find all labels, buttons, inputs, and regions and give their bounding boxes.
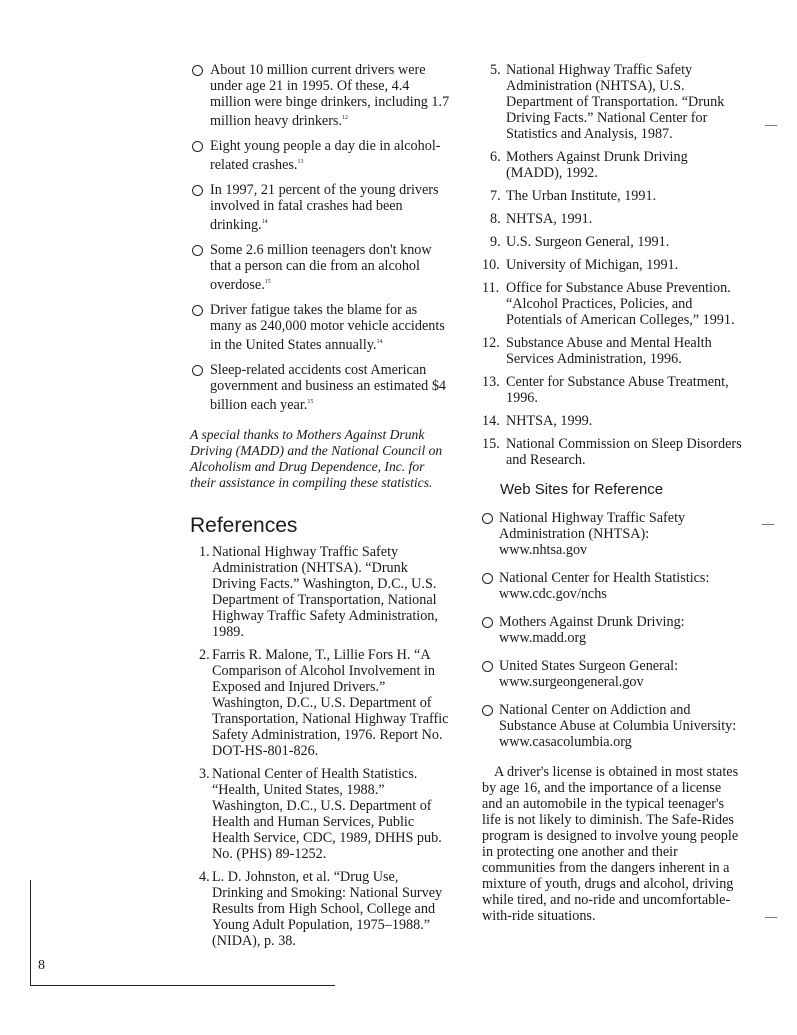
- website-name: National Center for Health Statistics:: [499, 570, 710, 586]
- reference-number: 11.: [482, 280, 500, 296]
- stat-text: Sleep-related accidents cost American government and business an estimated $4 billion each year.: [210, 362, 447, 413]
- left-column: [190, 62, 450, 956]
- footnote-ref: 13: [297, 159, 304, 165]
- reference-number: 3.: [199, 766, 210, 782]
- reference-text: University of Michigan, 1991.: [506, 257, 679, 273]
- website-url[interactable]: www.surgeongeneral.gov: [499, 674, 644, 690]
- reference-text: U.S. Surgeon General, 1991.: [506, 234, 670, 250]
- stat-item: [190, 138, 450, 173]
- reference-item: [482, 374, 744, 406]
- reference-text: Farris R. Malone, T., Lillie Fors H. “A Comparison of Alcohol Involvement in Exposed and Injured Drivers.” Washington, D.C., U.S. Department of Transportation, National Highway Traffic Safety Administration, 1976. Report No. DOT-HS-801-826.: [212, 647, 449, 759]
- reference-item: [190, 766, 450, 862]
- margin-tick-mark: [765, 125, 777, 126]
- reference-number: 15.: [482, 436, 500, 452]
- websites-heading: Web Sites for Reference: [500, 481, 664, 498]
- circle-bullet-icon: [482, 617, 493, 628]
- website-name: Mothers Against Drunk Driving:: [499, 614, 685, 630]
- reference-text: National Center of Health Statistics. “Health, United States, 1988.” Washington, D.C., U.S. Department of Health and Human Services, Public Health Service, CDC, 1989, DHHS pub. No. (PHS) 89-1252.: [212, 766, 442, 862]
- reference-item: [482, 335, 744, 367]
- website-url[interactable]: www.cdc.gov/nchs: [499, 586, 607, 602]
- page-corner-vertical-rule: [30, 880, 31, 986]
- reference-number: 9.: [490, 234, 501, 250]
- website-name: United States Surgeon General:: [499, 658, 679, 674]
- stat-item: [190, 302, 450, 353]
- reference-item: [190, 647, 450, 759]
- stat-item: [190, 182, 450, 233]
- circle-bullet-icon: [192, 65, 203, 76]
- circle-bullet-icon: [482, 513, 493, 524]
- reference-text: Substance Abuse and Mental Health Services Administration, 1996.: [506, 335, 712, 367]
- reference-item: [482, 188, 744, 204]
- reference-text: The Urban Institute, 1991.: [506, 188, 657, 204]
- footnote-ref: 15: [264, 279, 271, 285]
- reference-number: 5.: [490, 62, 501, 78]
- reference-item: [482, 62, 744, 142]
- margin-tick-mark: [765, 917, 777, 918]
- website-name: National Center on Addiction and Substance Abuse at Columbia University:: [499, 702, 737, 734]
- reference-item: [190, 869, 450, 949]
- reference-number: 14.: [482, 413, 500, 429]
- reference-item: [482, 413, 744, 429]
- stat-text: In 1997, 21 percent of the young drivers involved in fatal crashes had been drinking.: [210, 182, 439, 233]
- circle-bullet-icon: [192, 141, 203, 152]
- website-item: [482, 510, 744, 558]
- reference-text: Mothers Against Drunk Driving (MADD), 1992.: [506, 149, 688, 181]
- reference-text: Center for Substance Abuse Treatment, 1996.: [506, 374, 729, 406]
- reference-number: 13.: [482, 374, 500, 390]
- reference-number: 8.: [490, 211, 501, 227]
- circle-bullet-icon: [482, 661, 493, 672]
- footnote-ref: 12: [342, 115, 348, 121]
- website-item: [482, 658, 744, 690]
- stat-text: About 10 million current drivers were under age 21 in 1995. Of these, 4.4 million were binge drinkers, including 1.7 million heavy drinkers.: [210, 62, 450, 129]
- reference-item: [482, 436, 744, 468]
- circle-bullet-icon: [192, 365, 203, 376]
- reference-number: 12.: [482, 335, 500, 351]
- reference-text: National Highway Traffic Safety Administration (NHTSA), U.S. Department of Transportation. “Drunk Driving Facts.” National Center for Statistics and Analysis, 1987.: [506, 62, 725, 142]
- stat-item: [190, 62, 450, 129]
- reference-text: National Highway Traffic Safety Administration (NHTSA). “Drunk Driving Facts.” Washington, D.C., U.S. Department of Transportation, National Highway Traffic Safety Administration, 1989.: [212, 544, 438, 640]
- footnote-ref: 14: [376, 339, 383, 345]
- website-url[interactable]: www.nhtsa.gov: [499, 542, 588, 558]
- reference-number: 10.: [482, 257, 500, 273]
- reference-item: [482, 280, 744, 328]
- reference-number: 1.: [199, 544, 210, 560]
- reference-text: L. D. Johnston, et al. “Drug Use, Drinking and Smoking: National Survey Results from High School, College and Young Adult Population, 1975–1988.” (NIDA), p. 38.: [212, 869, 443, 949]
- website-name: National Highway Traffic Safety Administration (NHTSA):: [499, 510, 686, 542]
- website-item: [482, 614, 744, 646]
- margin-tick-mark: [762, 524, 774, 525]
- reference-text: NHTSA, 1999.: [506, 413, 593, 429]
- right-column: [482, 62, 744, 938]
- website-item: [482, 702, 744, 750]
- stat-text: Eight young people a day die in alcohol-related crashes.: [210, 138, 441, 173]
- website-item: [482, 570, 744, 602]
- reference-number: 2.: [199, 647, 210, 663]
- circle-bullet-icon: [192, 305, 203, 316]
- reference-item: [482, 234, 744, 250]
- reference-item: [482, 257, 744, 273]
- website-url[interactable]: www.madd.org: [499, 630, 587, 646]
- stat-item: [190, 362, 450, 413]
- stat-text: Driver fatigue takes the blame for as many as 240,000 motor vehicle accidents in the United States annually.: [210, 302, 445, 353]
- circle-bullet-icon: [192, 245, 203, 256]
- circle-bullet-icon: [482, 573, 493, 584]
- reference-number: 7.: [490, 188, 501, 204]
- footnote-ref: 14: [261, 219, 268, 225]
- references-heading: References: [190, 514, 298, 537]
- stat-item: [190, 242, 450, 293]
- circle-bullet-icon: [192, 185, 203, 196]
- reference-text: National Commission on Sleep Disorders and Research.: [506, 436, 742, 468]
- circle-bullet-icon: [482, 705, 493, 716]
- website-url[interactable]: www.casacolumbia.org: [499, 734, 632, 750]
- reference-item: [482, 211, 744, 227]
- reference-number: 4.: [199, 869, 210, 885]
- page-corner-horizontal-rule: [30, 985, 335, 986]
- stat-text: Some 2.6 million teenagers don't know that a person can die from an alcohol overdose.: [210, 242, 432, 293]
- acknowledgement: A special thanks to Mothers Against Drunk Driving (MADD) and the National Council on Alcoholism and Drug Dependence, Inc. for their assistance in compiling these statistics.: [190, 427, 443, 490]
- reference-text: Office for Substance Abuse Prevention. “Alcohol Practices, Policies, and Potentials of American Colleges,” 1991.: [506, 280, 735, 328]
- reference-item: [190, 544, 450, 640]
- reference-item: [482, 149, 744, 181]
- footnote-ref: 15: [307, 399, 314, 405]
- page-number: 8: [38, 958, 45, 973]
- reference-number: 6.: [490, 149, 501, 165]
- closing-paragraph: A driver's license is obtained in most states by age 16, and the importance of a license and an automobile in the typical teenager's life is not likely to diminish. The Safe-Rides program is designed to involve young people in protecting one another and their communities from the dangers inherent in a mixture of youth, drugs and alcohol, driving while tired, and no-ride and uncomfortable-with-ride situations.: [482, 764, 739, 924]
- reference-text: NHTSA, 1991.: [506, 211, 593, 227]
